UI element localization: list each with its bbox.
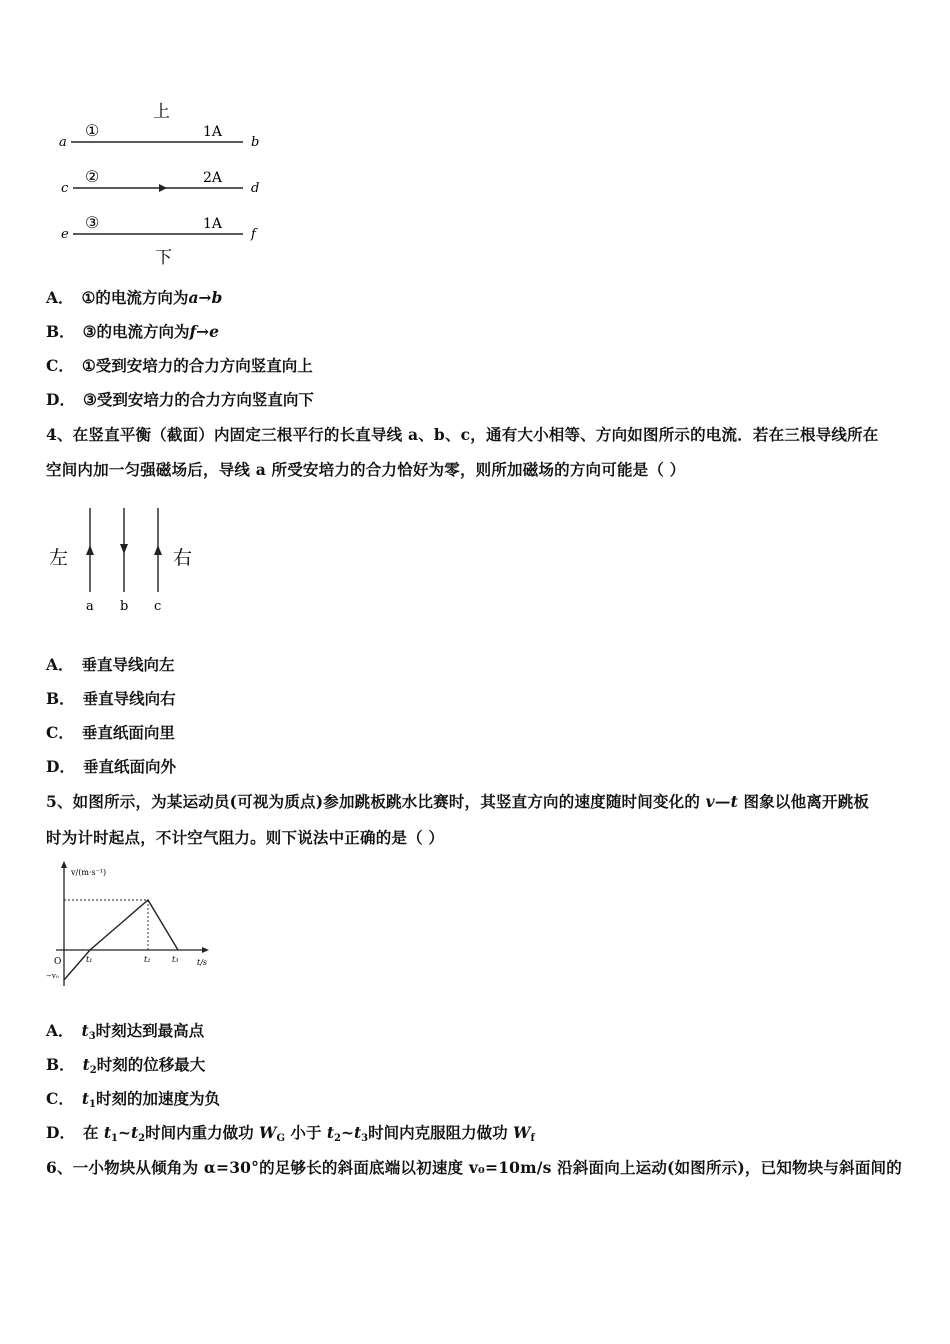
q3-wire1-right: b [251,135,260,150]
q5-t2-label: t₂ [144,955,151,964]
q5-y-axis-label: v/(m·s⁻¹) [71,868,107,877]
q3-wire2-current: 2A [203,170,223,186]
q3-wire1-num: ① [85,121,100,140]
q3-wire2-left: c [61,181,69,196]
q4-option-a[interactable]: A． 垂直导线向左 [46,655,175,674]
q3-option-a[interactable]: A． ①的电流方向为a→b [46,288,223,307]
q5-vt-graph [44,858,224,988]
q5-y-axis-arrow-icon [61,861,67,868]
q3-wire3-num: ③ [85,213,100,232]
q3-option-b[interactable]: B． ③的电流方向为f→e [46,322,220,341]
q5-x-axis-arrow-icon [202,947,209,953]
q5-option-d[interactable]: D． 在 $t_1\sim t_2$时间内重力做功 $W_G$ 小于 $t_2\sim t_3$时间内克服阻力做功 $W_f$ [46,1123,535,1144]
q6-stem-line1: 6、一小物块从倾角为 α=30°的足够长的斜面底端以初速度 v₀=10m/s 沿斜面向上运动(如图所示)，已知物块与斜面间的 [46,1158,902,1177]
q4-left-label: 左 [49,547,69,569]
q3-wire-figure [55,95,275,270]
q4-option-d[interactable]: D． 垂直纸面向外 [46,757,176,776]
q5-stem-line2: 时为计时起点，不计空气阻力。则下说法中正确的是（ ） [46,828,445,847]
q3-wire2-arrow-icon [159,184,167,192]
q4-wire-c-label: c [154,599,162,614]
q4-wire-b-arrow-down-icon [120,544,128,554]
q3-wire3-right: f [251,227,256,242]
q4-stem-line1: 4、在竖直平衡（截面）内固定三根平行的长直导线 a、b、c，通有大小相等、方向如图所示的电流．若在三根导线所在 [46,425,879,444]
q3-option-d[interactable]: D． ③受到安培力的合力方向竖直向下 [46,390,314,409]
q3-wire2-right: d [251,181,260,196]
q4-wire-c-arrow-up-icon [154,545,162,555]
q5-x-axis-label: t/s [197,958,208,967]
q5-option-b[interactable]: B． $t_2$时刻的位移最大 [46,1055,206,1076]
q3-wire3-current: 1A [203,216,223,232]
q4-wire-a-arrow-up-icon [86,545,94,555]
q3-wire1-left: a [59,135,67,150]
q4-right-label: 右 [173,547,193,569]
q3-wire3-left: e [61,227,69,242]
q4-option-c[interactable]: C． 垂直纸面向里 [46,723,175,742]
q3-option-c[interactable]: C． ①受到安培力的合力方向竖直向上 [46,356,313,375]
q3-top-label: 上 [153,102,170,122]
q4-wire-figure [45,500,215,620]
q5-stem-line1: 5、如图所示，为某运动员(可视为质点)参加跳板跳水比赛时，其竖直方向的速度随时间变化的 v—t 图象以他离开跳板 [46,792,870,811]
q5-origin-label: O [54,957,62,967]
q5-option-c[interactable]: C． $t_1$时刻的加速度为负 [46,1089,220,1110]
q4-wire-a-label: a [86,599,94,614]
q3-bottom-label: 下 [155,248,172,268]
q4-stem-line2: 空间内加一匀强磁场后，导线 a 所受安培力的合力恰好为零，则所加磁场的方向可能是（ ） [46,460,686,479]
q5-vt-line [64,900,178,980]
q5-t3-label: t₃ [172,955,179,964]
q3-wire2-num: ② [85,167,100,186]
q4-option-b[interactable]: B． 垂直导线向右 [46,689,176,708]
q5-neg-v0-label: −v₀ [46,972,59,980]
q3-wire1-current: 1A [203,124,223,140]
q5-option-a[interactable]: A． $t_3$时刻达到最高点 [46,1021,205,1042]
q5-t1-label: t₁ [86,955,93,964]
q4-wire-b-label: b [120,599,129,614]
